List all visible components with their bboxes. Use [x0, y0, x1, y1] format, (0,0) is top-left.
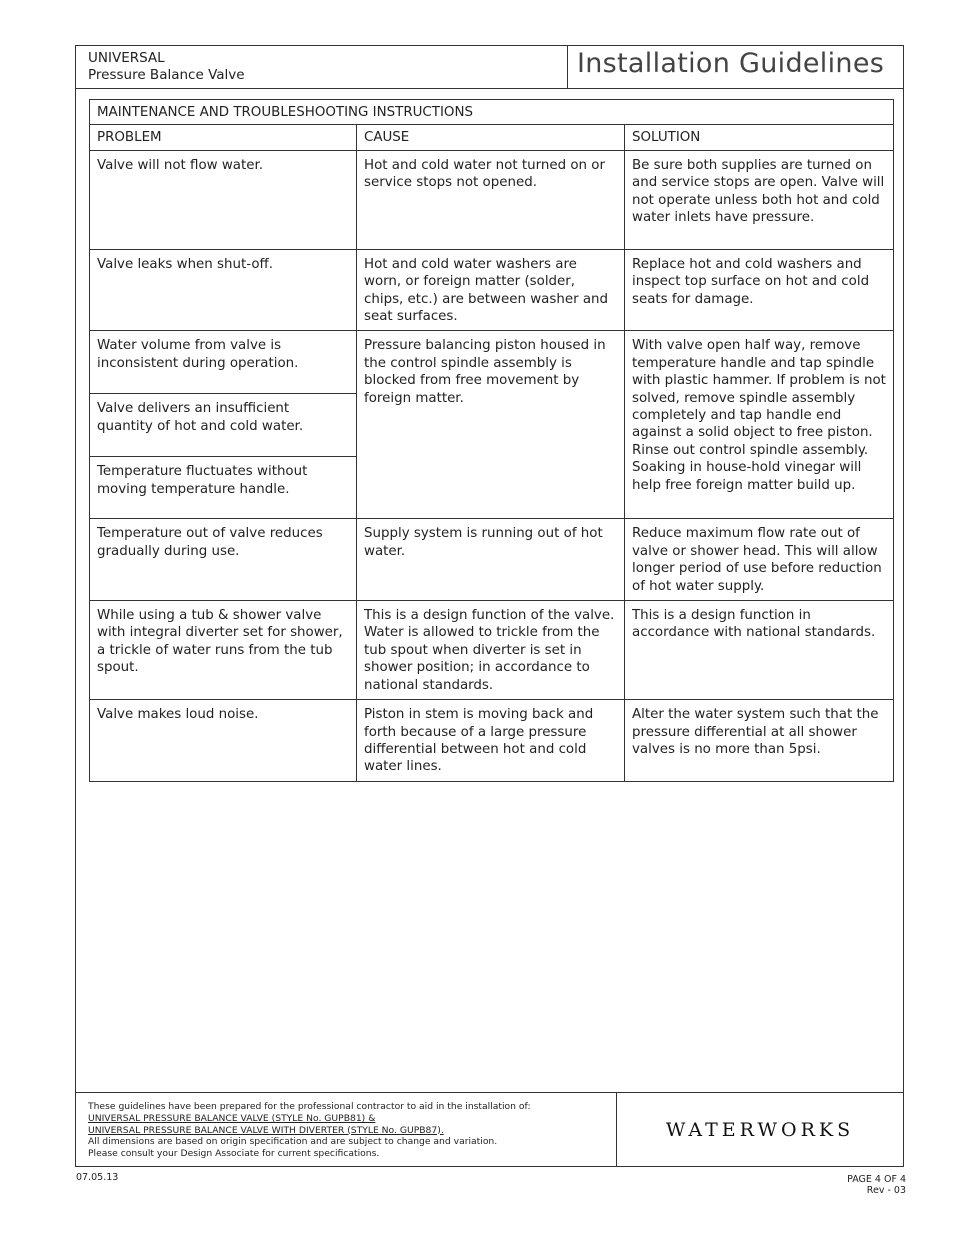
table-title: MAINTENANCE AND TROUBLESHOOTING INSTRUCTIONS [90, 100, 894, 125]
table-title-row [90, 100, 894, 125]
problem-cell: Valve will not flow water. [90, 150, 357, 249]
solution-cell: Be sure both supplies are turned on and service stops are open. Valve will not operate unless both hot and cold water inlets have pressure. [625, 150, 894, 249]
solution-cell: Alter the water system such that the pressure differential at all shower valves is no more than 5psi. [625, 700, 894, 782]
waterworks-logo: WATERWORKS [665, 1119, 855, 1141]
problem-cell: Valve leaks when shut-off. [90, 249, 357, 331]
header-brand: UNIVERSAL [88, 50, 165, 66]
cause-cell: Hot and cold water not turned on or service stops not opened. [357, 150, 625, 249]
table-row [90, 150, 894, 249]
revision-date: 07.05.13 [76, 1172, 119, 1183]
cause-cell: Hot and cold water washers are worn, or foreign matter (solder, chips, etc.) are between washer and seat surfaces. [357, 249, 625, 331]
revision-number: Rev - 03 [866, 1185, 906, 1196]
page-footer [76, 1092, 903, 1167]
table-row [90, 331, 894, 394]
solution-cell: With valve open half way, remove temperature handle and tap spindle with plastic hammer. If problem is not solved, remove spindle assembly completely and tap handle end against a solid object to free piston. Rinse out control spindle assembly. Soaking in house-hold vinegar will help free foreign matter build up. [625, 331, 894, 519]
table-row [90, 519, 894, 601]
problem-cell: While using a tub & shower valve with integral diverter set for shower, a trickle of water runs from the tub spout. [90, 601, 357, 700]
cause-cell: Pressure balancing piston housed in the control spindle assembly is blocked from free movement by foreign matter. [357, 331, 625, 519]
footer-line: These guidelines have been prepared for the professional contractor to aid in the installation of: [88, 1101, 531, 1112]
table-row [90, 601, 894, 700]
column-header-cause: CAUSE [357, 125, 625, 150]
solution-cell: Reduce maximum flow rate out of valve or shower head. This will allow longer period of use before reduction of hot water supply. [625, 519, 894, 601]
troubleshooting-table [89, 99, 894, 782]
table-row [90, 249, 894, 331]
page-number-block [847, 1174, 906, 1196]
footer-product-link: UNIVERSAL PRESSURE BALANCE VALVE (STYLE No. GUPB81) & [88, 1112, 376, 1124]
problem-cell: Water volume from valve is inconsistent during operation. [90, 331, 357, 394]
header-product: Pressure Balance Valve [88, 67, 245, 83]
column-header-problem: PROBLEM [90, 125, 357, 150]
footer-notes [88, 1101, 531, 1160]
footer-product-link: UNIVERSAL PRESSURE BALANCE VALVE WITH DIVERTER (STYLE No. GUPB87). [88, 1124, 444, 1136]
solution-cell: This is a design function in accordance with national standards. [625, 601, 894, 700]
footer-line: Please consult your Design Associate for current specifications. [88, 1148, 380, 1160]
header-divider [567, 46, 568, 88]
column-header-solution: SOLUTION [625, 125, 894, 150]
footer-line: All dimensions are based on origin specification and are subject to change and variation. [88, 1136, 498, 1148]
problem-cell: Valve makes loud noise. [90, 700, 357, 782]
table-header-row [90, 125, 894, 150]
page-number: PAGE 4 OF 4 [847, 1174, 906, 1185]
cause-cell: Supply system is running out of hot water. [357, 519, 625, 601]
page-header [76, 46, 903, 89]
doc-title: Installation Guidelines [577, 48, 885, 79]
problem-cell: Temperature fluctuates without moving temperature handle. [90, 457, 357, 519]
cause-cell: Piston in stem is moving back and forth because of a large pressure differential between hot and cold water lines. [357, 700, 625, 782]
problem-cell: Valve delivers an insufficient quantity of hot and cold water. [90, 394, 357, 457]
header-product-block [88, 50, 245, 84]
problem-cell: Temperature out of valve reduces gradually during use. [90, 519, 357, 601]
solution-cell: Replace hot and cold washers and inspect top surface on hot and cold seats for damage. [625, 249, 894, 331]
table-row [90, 700, 894, 782]
cause-cell: This is a design function of the valve. Water is allowed to trickle from the tub spout when diverter is set in shower position; in accordance to national standards. [357, 601, 625, 700]
